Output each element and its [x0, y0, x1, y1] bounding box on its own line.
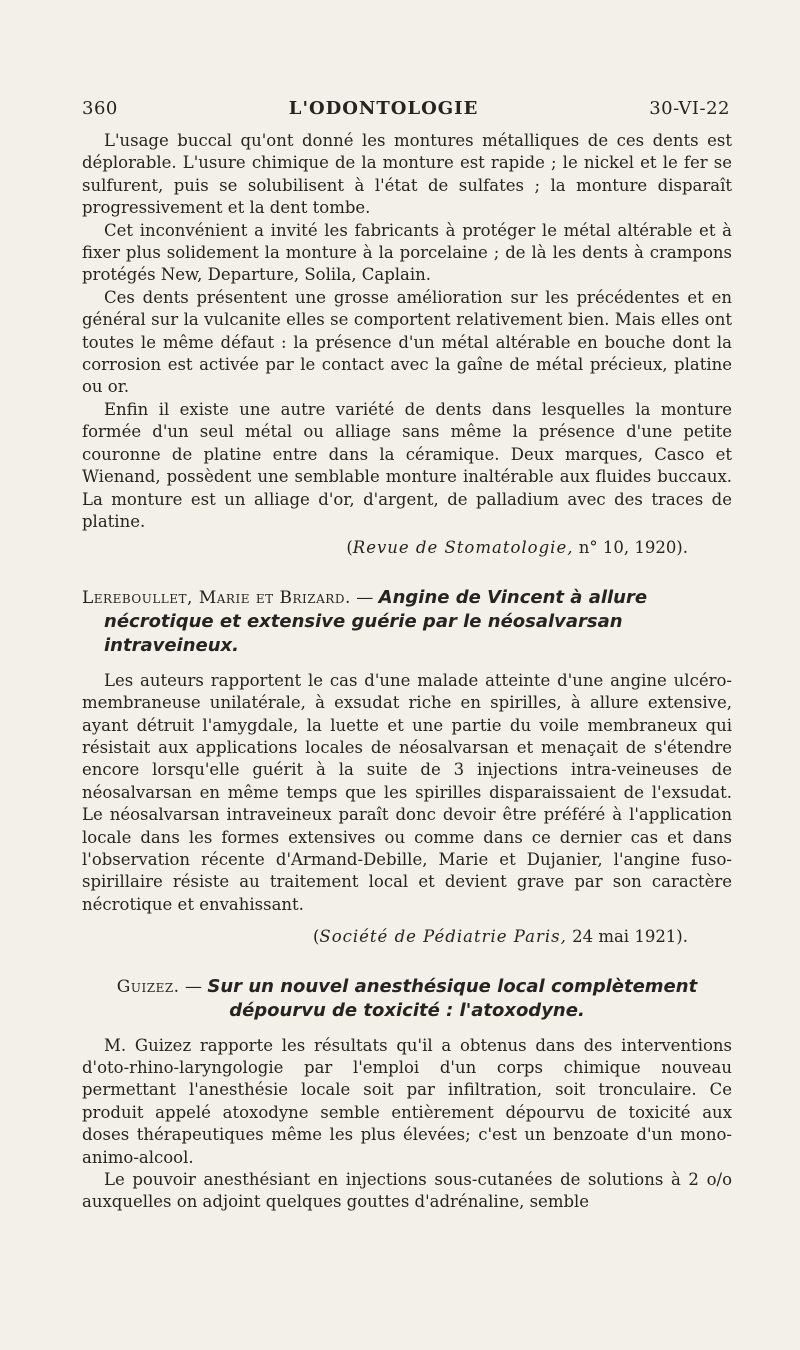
journal-title: L'ODONTOLOGIE	[288, 98, 479, 119]
running-header	[82, 98, 730, 119]
article-title: Sur un nouvel anesthésique local complètement dépourvu de toxicité : l'atoxodyne.	[207, 975, 698, 1021]
citation-detail: n° 10, 1920).	[573, 538, 688, 558]
page-body	[82, 130, 732, 1214]
citation-reference: (Société de Pédiatrie Paris, 24 mai 1921).	[312, 927, 688, 947]
citation-reference: (Revue de Stomatologie, n° 10, 1920).	[346, 538, 688, 558]
body-paragraph: Enfin il existe une autre variété de dents dans lesquelles la monture formée d'un seul métal ou alliage sans même la présence d'une petite couronne de platine entre dans la céramique. Deux marques, Casco et Wienand, possèdent une semblable monture inaltérable aux fluides buccaux. La monture est un alliage d'or, d'argent, de palladium avec des traces de platine.	[82, 399, 732, 531]
heading-dash: —	[179, 976, 208, 997]
body-paragraph: M. Guizez rapporte les résultats qu'il a obtenus dans des interventions d'oto-rhino-laryngologie par l'emploi d'un corps chimique nouveau permettant l'anesthésie locale soit par infiltration, soit tronculaire. Ce produit appelé atoxodyne semble entièrement dépourvu de toxicité aux doses thérapeutiques même les plus élevées; c'est un benzoate d'un mono-animo-alcool.	[82, 1035, 732, 1167]
heading-dash: —	[350, 587, 379, 608]
citation-journal: Société de Pédiatrie Paris,	[319, 927, 567, 947]
article-title: Angine de Vincent à allure nécrotique et extensive guérie par le néosalvarsan intraveineux.	[104, 586, 648, 656]
body-paragraph: Le pouvoir anesthésiant en injections sous-cutanées de solutions à 2 o/o auxquelles on adjoint quelques gouttes d'adrénaline, semble	[82, 1170, 732, 1212]
body-paragraph: Ces dents présentent une grosse amélioration sur les précédentes et en général sur la vulcanite elles se comportent relativement bien. Mais elles ont toutes le même défaut : la présence d'un métal altérable en bouche dont la corrosion est activée par le contact avec la gaîne de métal précieux, platine ou or.	[82, 287, 732, 397]
body-paragraph: Les auteurs rapportent le cas d'une malade atteinte d'une angine ulcéro-membraneuse unilatérale, à exsudat riche en spirilles, à allure extensive, ayant détruit l'amygdale, la luette et une partie du voile membraneux qui résistait aux applications locales de néosalvarsan et menaçait de s'étendre encore lorsqu'elle guérit à la suite de 3 injections intra-veineuses de néosalvarsan en même temps que les spirilles disparaissaient de l'exsudat. Le néosalvarsan intraveineux paraît donc devoir être préféré à l'application locale dans les formes extensives ou comme dans ce dernier cas et dans l'observation récente d'Armand-Debille, Marie et Dujanier, l'angine fuso-spirillaire résiste au traitement local et devient grave par son caractère nécrotique et envahissant.	[82, 670, 732, 914]
body-paragraph: Cet inconvénient a invité les fabricants à protéger le métal altérable et à fixer plus solidement la monture à la porcelaine ; de là les dents à crampons protégés New, Departure, Solila, Caplain.	[82, 220, 732, 285]
citation-detail: 24 mai 1921).	[566, 927, 688, 947]
issue-date: 30-VI-22	[649, 98, 730, 119]
citation-journal: Revue de Stomatologie,	[352, 538, 574, 558]
article-heading	[82, 975, 732, 1023]
article-authors: Lereboullet, Marie et Brizard.	[82, 587, 351, 608]
body-paragraph: L'usage buccal qu'ont donné les montures métalliques de ces dents est déplorable. L'usure chimique de la monture est rapide ; le nickel et le fer se sulfurent, puis se solubilisent à l'état de sulfates ; la monture disparaît progressivement et la dent tombe.	[82, 131, 732, 218]
article-heading	[82, 586, 732, 658]
article-authors: Guizez.	[116, 976, 180, 997]
page-number: 360	[82, 98, 118, 119]
